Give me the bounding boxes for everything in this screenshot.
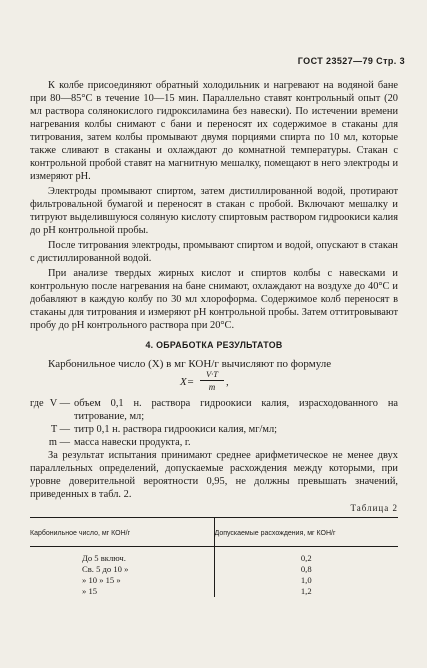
page-header: ГОСТ 23527—79 Стр. 3 (297, 56, 405, 66)
table-cell-tolerance: 1,2 (300, 586, 312, 596)
definition-row (30, 436, 398, 449)
definition-prefix (30, 436, 46, 449)
definition-prefix (30, 423, 46, 436)
formula-punct: , (226, 376, 229, 388)
fraction-bar (200, 380, 224, 381)
tolerance-table (30, 517, 398, 597)
formula-fraction (200, 369, 224, 392)
table-cell-tolerance: 1,0 (300, 575, 312, 585)
table-cell-range: Св. 5 до 10 » (30, 564, 214, 575)
definition-symbol: T — (50, 424, 70, 435)
definition-symbol: m — (48, 437, 70, 448)
formula-intro: Карбонильное число (X) в мг КОН/г вычисляют по формуле (48, 358, 332, 370)
formula-denominator: m (208, 382, 216, 392)
paragraph-2: Электроды промывают спиртом, затем дистиллированной водой, протирают фильтровальной бумагой и переносят в стакан с пробой. Включают мешалку и титруют выделившуюся соляную кислоту спиртовым раствором гидроокиси калия до pH контрольной пробы. (30, 186, 398, 236)
paragraph-1: К колбе присоединяют обратный холодильник и нагревают на водяной бане при 80—85°С в течение 10—15 мин. Параллельно ставят контрольный опыт (20 мл раствора солянокислого гидроксиламина без навески). По истечении времени нагревания колбы снимают с бани и переносят их содержимое в стаканы для титрования, затем колбы промывают двумя порциями спирта по 10 мл, которые также сливают в стаканы и охлаждают до комнатной температуры. Стакан с контрольной пробой ставят на магнитную мешалку, помещают в него электроды и измеряют pH. (30, 80, 398, 182)
table-row (30, 586, 398, 597)
definition-row (30, 397, 398, 423)
definitions (30, 397, 398, 449)
table-cell-range: До 5 включ. (30, 547, 214, 565)
table-cell-tolerance: 0,2 (300, 553, 312, 563)
definition-text: объем 0,1 н. раствора гидроокиси калия, израсходованного на титрование, мл; (74, 398, 398, 422)
table-row (30, 575, 398, 586)
definition-row (30, 423, 398, 436)
formula-numerator: V·T (205, 369, 219, 379)
paragraph-3: После титрования электроды, промывают спиртом и водой, опускают в стакан с дистиллированной водой. (30, 240, 398, 264)
table-header-row (30, 518, 398, 547)
table-cell-range: » 15 (30, 586, 214, 597)
definition-prefix: где (30, 398, 44, 409)
table-cell-range: » 10 » 15 » (30, 575, 214, 586)
paragraph-4: При анализе твердых жирных кислот и спиртов колбы с навесками и контрольную после нагревания на бане снимают, охлаждают на воздухе до 40°С и добавляют в каждую колбу по 30 мл хлороформа. Содержимое колб переносят в стаканы для титрования и измеряют pH контрольной пробы. Затем оттитровывают пробу до pH контрольного раствора при 20°С. (30, 268, 398, 331)
section-title: 4. ОБРАБОТКА РЕЗУЛЬТАТОВ (145, 340, 283, 350)
table-row (30, 547, 398, 565)
table-caption: Таблица 2 (350, 503, 398, 513)
table-cell-tolerance: 0,8 (300, 564, 312, 574)
formula (180, 371, 398, 397)
table-header-tolerance: Допускаемые расхождения, мг КОН/г (214, 518, 398, 547)
formula-lhs: X= (180, 376, 195, 388)
definition-symbol: V — (49, 398, 70, 409)
body-text (30, 79, 398, 597)
result-paragraph: За результат испытания принимают среднее арифметическое не менее двух параллельных определений, допускаемые расхождения между которыми, при уровне доверительной вероятности 0,95, не должны превышать значений, приведенных в табл. 2. (30, 450, 398, 500)
table-row (30, 564, 398, 575)
table-header-carbonyl: Карбонильное число, мг КОН/г (30, 518, 214, 547)
definition-text: титр 0,1 н. раствора гидроокиси калия, мг/мл; (74, 424, 278, 435)
definition-text: масса навески продукта, г. (74, 437, 191, 448)
